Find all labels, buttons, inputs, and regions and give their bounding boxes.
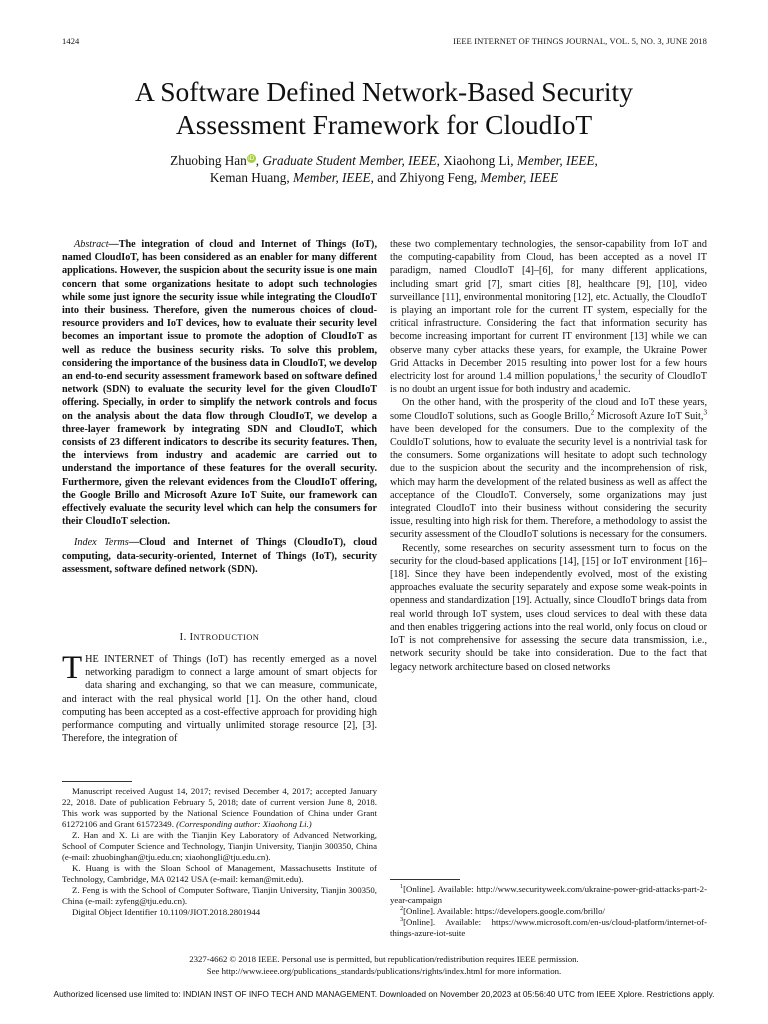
- author-role: Member, IEEE: [292, 170, 371, 185]
- footnote-link[interactable]: [Online]. Available: https://www.microsoft.com/en-us/cloud-platform/internet-of-things-azure-iot-suite: [390, 917, 707, 938]
- affiliation-note: Z. Feng is with the School of Computer Software, Tianjin University, Tianjin 300350, China (e-mail: zyfeng@tju.edu.cn).: [62, 885, 377, 906]
- intro-text: of Things (IoT) has recently emerged as a novel networking paradigm to connect a large amount of smart objects for data sharing and exchanging, so that we can measure, communicate, and interact with the real physical world [1]. On the other hand, cloud computing has been accepted as a cost-effective approach for providing high performance computing and virtually unlimited storage resource [2], [3]. Therefore, the integration of: [62, 654, 377, 745]
- intro-paragraph: [62, 650, 377, 745]
- footnote-mark[interactable]: 2: [590, 408, 595, 417]
- author-list: [0, 152, 768, 186]
- drop-cap: T: [62, 650, 83, 686]
- paper-title: [0, 75, 768, 141]
- section-numeral: I.: [179, 632, 187, 643]
- author-role: Member, IEEE: [516, 153, 595, 168]
- footnote: $^3$[Online]. Available: https://www.microsoft.com/en-us/cloud-platform/internet-of-things-azure-iot-suite: [390, 917, 707, 938]
- journal-header: IEEE INTERNET OF THINGS JOURNAL, VOL. 5, NO. 3, JUNE 2018: [453, 36, 707, 46]
- paragraph: Recently, some researches on security assessment turn to focus on the security for the cloud-based applications [14], [15] or IoT environment [16]–[18]. Since they have been independently evolved, most of the existing approaches evaluate the security separately and expose some weak-points in openness and standardization [19]. Actually, since CloudIoT brings data from real world through IoT system, uses cloud services to deal with these data and then enables triggering actions into the real world, only focus on cloud or IoT is not comprehensive for assessing the secure data transmission, i.e., network security should be take into consideration. Due to the fact that legacy network architecture based on closed networks: [390, 542, 707, 673]
- footnote: $^1$[Online]. Available: http://www.securityweek.com/ukraine-power-grid-attacks-part-2-year-campaign: [390, 884, 707, 905]
- doi-note: Digital Object Identifier 10.1109/JIOT.2018.2801944: [72, 907, 261, 917]
- left-column: [62, 238, 377, 576]
- affiliation-note: K. Huang is with the Sloan School of Management, Massachusetts Institute of Technology, Cambridge, MA 02142 USA (e-mail: keman@mit.edu).: [62, 863, 377, 884]
- author-name: Keman Huang: [209, 170, 287, 185]
- author-name: Zhuobing Han: [170, 153, 247, 168]
- index-terms: Index Terms—Cloud and Internet of Things (CloudIoT), cloud computing, data-security-oriented, Internet of Things (IoT), security assessment, software defined network (SDN).: [62, 537, 377, 575]
- index-terms-label: Index Terms: [74, 537, 129, 549]
- footnote-mark[interactable]: 3: [703, 408, 707, 417]
- abstract: Abstract—The integration of cloud and Internet of Things (IoT), named CloudIoT, has been considered as an enabler for many different applications. However, the suspicion about the security issue is one main concern that some organizations hesitate to adopt such technologies while some just ignore the security issue while integrating the CloudIoT into their business. Therefore, given the numerous choices of cloud-resource providers and IoT devices, how to evaluate their security level becomes an important issue to promote the adoption of CloudIoT as well as reduce the business security risks. To solve this problem, considering the importance of the business data in CloudIoT, we develop an end-to-end security assessment framework based on software defined network (SDN) to evaluate the security level for the given CloudIoT offering. Specially, in order to simplify the network controls and focus on the analysis about the data flow through CloudIoT, we develop a three-layer framework by integrating SDN and CloudIoT, which consists of 23 different indicators to describe its security features. Then, the interviews from industry and academic are carried out to understand the importance of these features for the overall security. Furthermore, given the relevant evidences from the CloudIoT offering, the Google Brillo and Microsoft Azure IoT Suite, our framework can effectively evaluate the security level which can help the consumers for their CloudIoT selection.: [62, 239, 377, 528]
- title-line-1: A Software Defined Network-Based Security: [135, 76, 633, 107]
- section-title: NTRODUCTION: [193, 632, 260, 642]
- author-line-2: Keman Huang, Member, IEEE, and Zhiyong Feng, Member, IEEE: [209, 170, 559, 185]
- affiliation-note: Z. Han and X. Li are with the Tianjin Key Laboratory of Advanced Networking, School of Computer Science and Technology, Tianjin University, Tianjin 300350, China (e-mail: zhuobinghan@tju.edu.cn; xiaohongli@tju.edu.cn).: [62, 830, 377, 862]
- section-heading: I. INTRODUCTION: [179, 632, 260, 643]
- corresponding-author: (Corresponding author: Xiaohong Li.): [176, 819, 312, 829]
- copyright-line: 2327-4662 © 2018 IEEE. Personal use is permitted, but republication/redistribution requires IEEE permission.: [189, 954, 579, 964]
- intro-lead: HE INTERNET: [85, 654, 154, 665]
- abstract-label: Abstract: [74, 239, 109, 250]
- footnote-rule: [390, 879, 460, 880]
- footnote-link[interactable]: [Online]. Available: http://www.securityweek.com/ukraine-power-grid-attacks-part-2-year-campaign: [390, 884, 707, 905]
- footnote: $^2$[Online]. Available: https://developers.google.com/brillo/: [400, 906, 605, 916]
- left-footnotes: [62, 786, 377, 918]
- footnote-link[interactable]: [Online]. Available: https://developers.google.com/brillo/: [403, 906, 605, 916]
- author-role: Graduate Student Member, IEEE: [262, 153, 437, 168]
- index-terms-text: Cloud and Internet of Things (CloudIoT), cloud computing, data-security-oriented, Internet of Things (IoT), security assessment, software defined network (SDN).: [62, 537, 377, 575]
- orcid-icon[interactable]: iD: [248, 154, 255, 162]
- rights-line[interactable]: See http://www.ieee.org/publications_standards/publications/rights/index.html for more information.: [206, 966, 562, 976]
- author-line-1: Zhuobing HaniD, Graduate Student Member, IEEE, Xiaohong Li, Member, IEEE,: [170, 153, 598, 168]
- manuscript-note: Manuscript received August 14, 2017; revised December 4, 2017; accepted January 22, 2018. Date of publication February 5, 2018; date of current version June 8, 2018. This work was supported by the National Science Foundation of China under Grant 61272106 and Grant 61572349. (Corresponding author: Xiaohong Li.): [62, 786, 377, 829]
- footnote-mark[interactable]: 1: [597, 368, 602, 377]
- page-number: 1424: [62, 36, 80, 46]
- copyright-notice: [0, 953, 768, 977]
- right-footnotes: [390, 884, 707, 939]
- paragraph: these two complementary technologies, the sensor-capability from IoT and the computing-capability from Cloud, has been accepted as a novel IT paradigm, named CloudIoT [4]–[6], for many different applications, including smart grid [7], smart cities [8], healthcare [9], [10], video surveillance [11], environmental monitoring [12], etc. Actually, the CloudIoT is playing an important role for the current IT system, especially for the critical infrastructure. Considering the fact that information security has become increasing important for current IT environment [13] while we can observe many cyber attacks these years, for example, the Ukraine Power Grid Attacks in December 2015 resulting into power lost for a few hours electricity lost for around 1.4 million populations,$^1$ the security of CloudIoT is no doubt an urgent issue for both industry and academic.: [390, 239, 707, 396]
- abstract-text: The integration of cloud and Internet of Things (IoT), named CloudIoT, has been considered as an enabler for many different applications. However, the suspicion about the security issue is one main concern that some organizations hesitate to adopt such technologies while some just ignore the security issue while integrating the CloudIoT into their business. Therefore, given the numerous choices of cloud-resource providers and IoT devices, how to evaluate their security level becomes an important issue to promote the adoption of CloudIoT as well as reduce the business security risks. To solve this problem, considering the importance of the business data in CloudIoT, we develop an end-to-end security assessment framework based on software defined network (SDN) to evaluate the security level for the given CloudIoT offering. Specially, in order to simplify the network controls and focus on the analysis about the data flow through CloudIoT, we develop a three-layer framework by integrating SDN and CloudIoT, which consists of 23 different indicators to describe its security features. Then, the interviews from industry and academic are carried out to understand the importance of these features for the overall security. Furthermore, given the relevant evidences from the CloudIoT offering, the Google Brillo and Microsoft Azure IoT Suite, our framework can effectively evaluate the security level which can help the consumers for their CloudIoT selection.: [62, 239, 377, 528]
- right-column: [390, 238, 707, 674]
- author-name: Zhiyong Feng: [399, 170, 474, 185]
- paragraph: On the other hand, with the prosperity of the cloud and IoT these years, some CloudIoT solutions, such as Google Brillo,$^2$ Microsoft Azure IoT Suit,$^3$ have been developed for the consumers. Due to the complexity of the CouldIoT solutions, how to evaluate the security level is a nontrivial task for the consumers. Some organizations will hesitate to adopt such technology due to the suspicion about the security and the incomprehension of risk, which may harm the development of the related business as well as affect the acceptance of the CloudIoT. Conversely, some organizations may just integrated CloudIoT into their business without considering the security issue, resulting into high risk for them. Therefore, a methodology to assist the security assessment of the CloudIoT solutions is necessary for the consumers.: [390, 397, 707, 541]
- author-role: Member, IEEE: [480, 170, 559, 185]
- title-line-2: Assessment Framework for CloudIoT: [175, 109, 593, 140]
- author-name: Xiaohong Li: [443, 153, 511, 168]
- license-notice: Authorized licensed use limited to: INDIAN INST OF INFO TECH AND MANAGEMENT. Downloaded on November 20,2023 at 05:56:40 UTC from IEEE Xplore. Restrictions apply.: [53, 989, 715, 999]
- footnote-rule: [62, 781, 132, 782]
